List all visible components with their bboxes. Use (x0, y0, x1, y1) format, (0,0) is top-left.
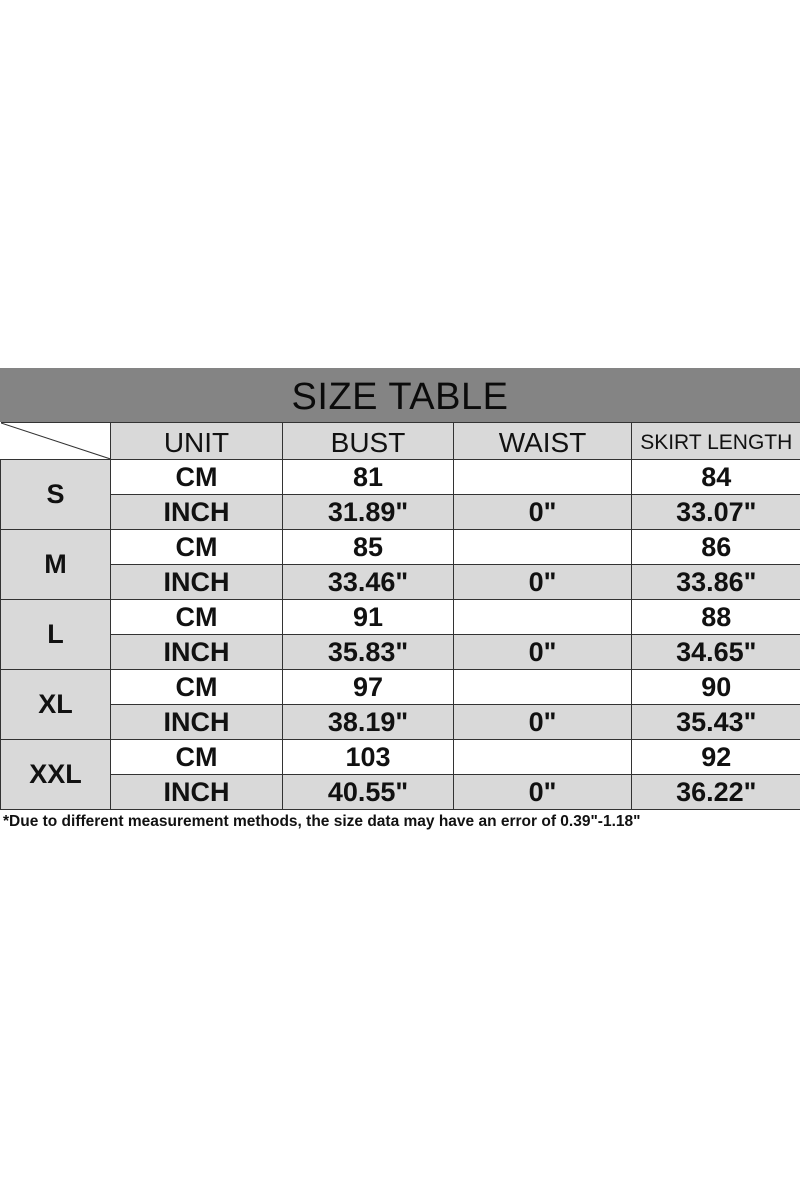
cell-unit: INCH (111, 635, 283, 670)
cell-unit: INCH (111, 495, 283, 530)
cell-unit: CM (111, 600, 283, 635)
cell-waist (454, 670, 632, 705)
header-row (1, 423, 800, 460)
cell-waist: 0" (454, 775, 632, 810)
cell-waist: 0" (454, 705, 632, 740)
cell-skirt-length: 86 (632, 530, 800, 565)
cell-bust: 40.55" (283, 775, 454, 810)
cell-bust: 38.19" (283, 705, 454, 740)
cell-bust: 103 (283, 740, 454, 775)
table-row-cm (1, 460, 800, 495)
cell-bust: 81 (283, 460, 454, 495)
column-header-waist: WAIST (454, 423, 632, 460)
table-row-inch (1, 705, 800, 740)
column-header-skirt-length: SKIRT LENGTH (632, 423, 800, 460)
table-row-inch (1, 565, 800, 600)
measurement-note: *Due to different measurement methods, the size data may have an error of 0.39"-1.18" (3, 813, 641, 830)
size-table (0, 422, 800, 810)
cell-unit: CM (111, 460, 283, 495)
cell-bust: 91 (283, 600, 454, 635)
cell-skirt-length: 34.65" (632, 635, 800, 670)
table-row-cm (1, 740, 800, 775)
size-label: M (1, 530, 111, 600)
column-header-bust: BUST (283, 423, 454, 460)
cell-bust: 85 (283, 530, 454, 565)
column-header-unit: UNIT (111, 423, 283, 460)
table-row-inch (1, 495, 800, 530)
size-label: XL (1, 670, 111, 740)
table-row-inch (1, 775, 800, 810)
size-label: L (1, 600, 111, 670)
cell-waist: 0" (454, 495, 632, 530)
size-label: XXL (1, 740, 111, 810)
cell-skirt-length: 33.86" (632, 565, 800, 600)
cell-waist (454, 530, 632, 565)
cell-unit: INCH (111, 775, 283, 810)
cell-bust: 97 (283, 670, 454, 705)
table-title: SIZE TABLE (0, 368, 800, 422)
cell-waist (454, 460, 632, 495)
size-label: S (1, 460, 111, 530)
cell-skirt-length: 84 (632, 460, 800, 495)
corner-cell (1, 423, 111, 460)
cell-waist (454, 740, 632, 775)
cell-skirt-length: 92 (632, 740, 800, 775)
cell-skirt-length: 33.07" (632, 495, 800, 530)
cell-waist (454, 600, 632, 635)
cell-unit: INCH (111, 565, 283, 600)
corner-diagonal-line (1, 423, 111, 459)
cell-skirt-length: 88 (632, 600, 800, 635)
table-row-cm (1, 670, 800, 705)
cell-unit: CM (111, 740, 283, 775)
table-row-cm (1, 530, 800, 565)
table-row-cm (1, 600, 800, 635)
cell-skirt-length: 90 (632, 670, 800, 705)
table-row-inch (1, 635, 800, 670)
cell-skirt-length: 36.22" (632, 775, 800, 810)
cell-bust: 35.83" (283, 635, 454, 670)
cell-unit: CM (111, 670, 283, 705)
size-table-container (0, 368, 800, 831)
size-table-body (1, 460, 800, 810)
cell-unit: CM (111, 530, 283, 565)
cell-unit: INCH (111, 705, 283, 740)
cell-waist: 0" (454, 565, 632, 600)
cell-bust: 31.89" (283, 495, 454, 530)
cell-bust: 33.46" (283, 565, 454, 600)
cell-skirt-length: 35.43" (632, 705, 800, 740)
cell-waist: 0" (454, 635, 632, 670)
